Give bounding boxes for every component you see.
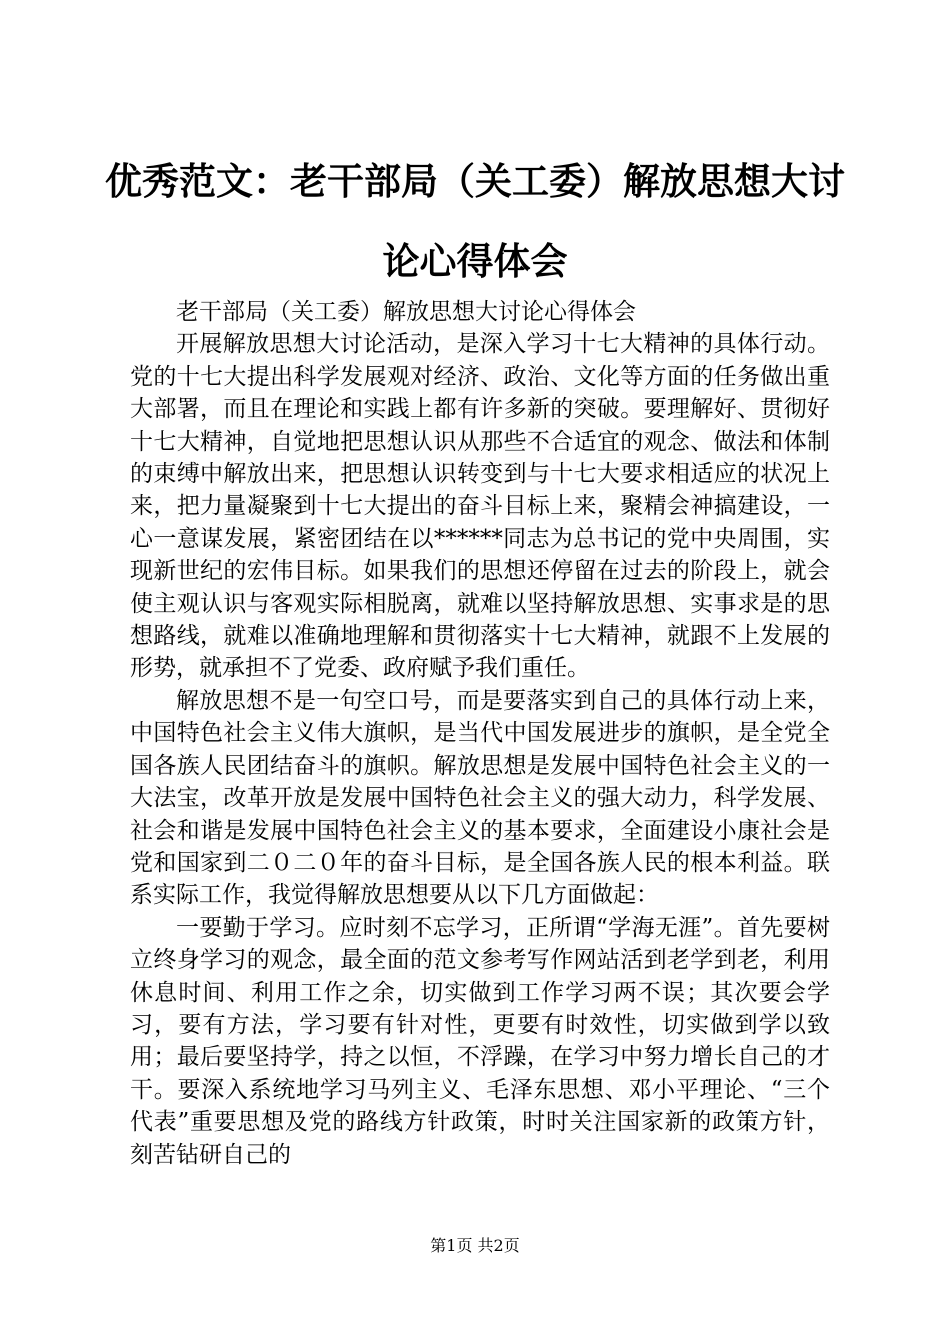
page-footer: 第1页 共2页 [430, 1236, 520, 1255]
document-title-line-2: 论心得体会 [382, 240, 568, 283]
document-title-line-1: 优秀范文：老干部局（关工委）解放思想大讨 [105, 160, 845, 203]
paragraph-1: 开展解放思想大讨论活动，是深入学习十七大精神的具体行动。党的十七大提出科学发展观对经济、政治、文化等方面的任务做出重大部署，而且在理论和实践上都有许多新的突破。要理解好、贯彻好十七大精神，自觉地把思想认识从那些不合适宜的观念、做法和体制的束缚中解放出来，把思想认识转变到与十七大要求相适应的状况上来，把力量凝聚到十七大提出的奋斗目标上来，聚精会神搞建设，一心一意谋发展，紧密团结在以******同志为总书记的党中央周围，实现新世纪的宏伟目标。如果我们的思想还停留在过去的阶段上，就会使主观认识与客观实际相脱离，就难以坚持解放思想、实事求是的思想路线，就难以准确地理解和贯彻落实十七大精神，就跟不上发展的形势，就承担不了党委、政府赋予我们重任。 [130, 331, 830, 682]
document-body [130, 296, 830, 1171]
paragraph-subtitle: 老干部局（关工委）解放思想大讨论心得体会 [176, 299, 636, 325]
paragraph-2: 解放思想不是一句空口号，而是要落实到自己的具体行动上来，中国特色社会主义伟大旗帜，是当代中国发展进步的旗帜，是全党全国各族人民团结奋斗的旗帜。解放思想是发展中国特色社会主义的一大法宝，改革开放是发展中国特色社会主义的强大动力，科学发展、社会和谐是发展中国特色社会主义的基本要求，全面建设小康社会是党和国家到二０二０年的奋斗目标，是全国各族人民的根本利益。联系实际工作，我觉得解放思想要从以下几方面做起： [130, 687, 830, 909]
paragraph-3: 一要勤于学习。应时刻不忘学习，正所谓“学海无涯”。首先要树立终身学习的观念，最全面的范文参考写作网站活到老学到老，利用休息时间、利用工作之余，切实做到工作学习两不误；其次要会学习，要有方法，学习要有针对性，更要有时效性，切实做到学以致用；最后要坚持学，持之以恒，不浮躁，在学习中努力增长自己的才干。要深入系统地学习马列主义、毛泽东思想、邓小平理论、“三个代表”重要思想及党的路线方针政策，时时关注国家新的政策方针，刻苦钻研自己的 [130, 914, 830, 1168]
